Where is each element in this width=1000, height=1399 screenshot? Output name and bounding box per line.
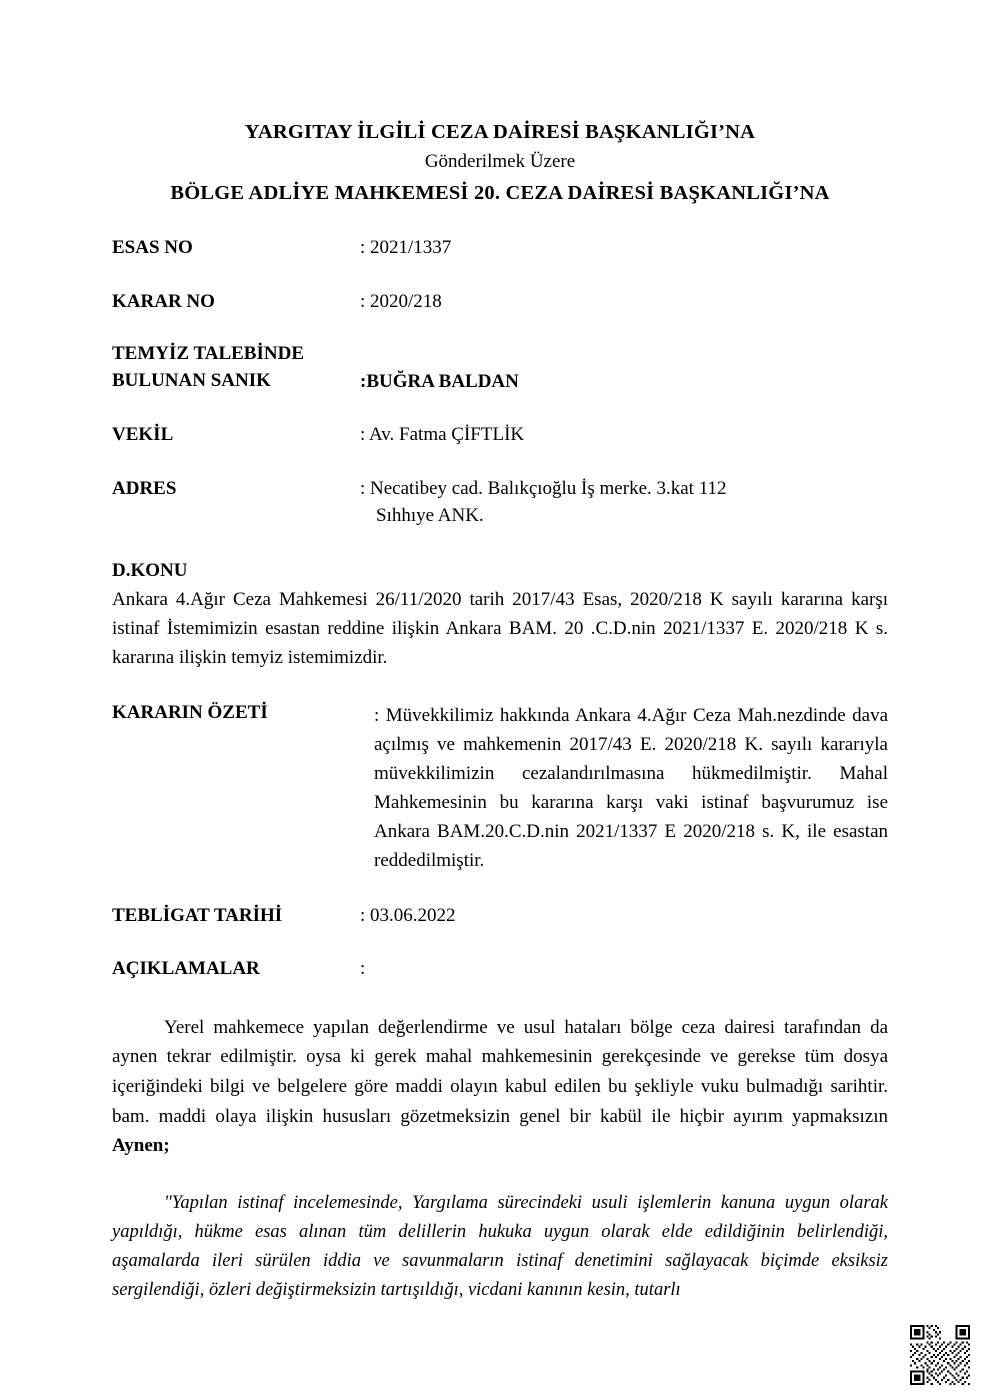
field-row-vekil — [112, 421, 888, 449]
field-row-esas-no — [112, 234, 888, 262]
sanik-label-line-2: BULUNAN SANIK — [112, 370, 271, 392]
heading-line-1: YARGITAY İLGİLİ CEZA DAİRESİ BAŞKANLIĞI’NA — [244, 121, 756, 143]
vekil-label: VEKİL — [112, 424, 174, 446]
adres-value — [360, 475, 888, 530]
karar-no-value: : 2020/218 — [360, 290, 442, 312]
field-row-tebligat-tarihi — [112, 902, 888, 930]
esas-no-label: ESAS NO — [112, 237, 193, 259]
paragraph-1-text: Yerel mahkemece yapılan değerlendirme ve usul hataları bölge ceza dairesi tarafından da aynen tekrar edilmiştir. oysa ki gerek mahal mahkemesinin gerekçesinde ve gerekse tüm dosya içeriğindeki bilgi ve belgelere göre maddi olayın kabul edilen bu şekliyle vuku bulmadığı sarihtir. bam. maddi olaya ilişkin hususları gözetmeksizin genel bir kabül ile hiçbir ayırım yapmaksızın — [112, 1016, 888, 1127]
sanik-label-line-1: TEMYİZ TALEBİNDE — [112, 343, 304, 365]
field-row-karar-no — [112, 288, 888, 316]
aciklamalar-label: AÇIKLAMALAR — [112, 958, 260, 980]
heading-line-2: Gönderilmek Üzere — [424, 151, 576, 173]
paragraph-2-quote: "Yapılan istinaf incelemesinde, Yargılama sürecindeki usuli işlemlerin kanuna uygun olarak yapıldığı, hükme esas alınan tüm delillerin hukuka uygun olarak elde edildiğinin belirlendiği, aşamalarda ileri sürülen iddia ve savunmaların istinaf denetimini sağlayacak biçimde eksiksiz sergilendiği, özleri değiştirmeksizin tartışıldığı, vicdani kanının kesin, tutarlı — [112, 1192, 888, 1300]
dkonu-label: D.KONU — [112, 559, 188, 581]
tebligat-tarihi-value: : 03.06.2022 — [360, 904, 456, 926]
adres-label: ADRES — [112, 477, 177, 499]
aciklamalar-value: : — [360, 958, 366, 980]
field-row-sanik — [112, 341, 888, 395]
adres-value-line-2: Sıhhıye ANK. — [376, 505, 484, 527]
kararin-ozeti-label: KARARIN ÖZETİ — [112, 702, 268, 724]
kararin-ozeti-text: : Müvekkilimiz hakkında Ankara 4.Ağır Ceza Mah.nezdinde dava açılmış ve mahkemenin 2017/43 E. 2020/218 K. sayılı kararıyla müvekkilimizin cezalandırılmasına hükmedilmiştir. Mahal Mahkemesinin bu kararına karşı vaki istinaf başvurumuz ise Ankara BAM.20.C.D.nin 2021/1337 E 2020/218 s. K, ile esastan reddedilmiştir. — [374, 705, 888, 871]
sanik-label — [112, 341, 360, 395]
field-row-aciklamalar — [112, 955, 888, 983]
dkonu-text: Ankara 4.Ağır Ceza Mahkemesi 26/11/2020 tarih 2017/43 Esas, 2020/218 K sayılı kararına karşı istinaf İstemimizin esastan reddine ilişkin Ankara BAM. 20 .C.D.nin 2021/1337 E. 2020/218 K s. kararına ilişkin temyiz istemimizdir. — [112, 588, 888, 668]
tebligat-tarihi-label: TEBLİGAT TARİHİ — [112, 904, 283, 926]
kararin-ozeti-row — [112, 702, 888, 875]
paragraph-1 — [112, 1013, 888, 1161]
adres-value-line-1: : Necatibey cad. Balıkçıoğlu İş merke. 3.kat 112 — [360, 477, 727, 499]
field-row-adres — [112, 475, 888, 530]
qr-code — [910, 1325, 970, 1385]
sanik-value: :BUĞRA BALDAN — [360, 370, 519, 392]
heading-line-3: BÖLGE ADLİYE MAHKEMESİ 20. CEZA DAİRESİ BAŞKANLIĞI’NA — [170, 182, 830, 205]
esas-no-value: : 2021/1337 — [360, 237, 452, 259]
vekil-value: : Av. Fatma ÇİFTLİK — [360, 424, 525, 446]
karar-no-label: KARAR NO — [112, 290, 215, 312]
paragraph-1-emphasis: Aynen; — [112, 1135, 170, 1157]
document-heading — [112, 118, 888, 208]
